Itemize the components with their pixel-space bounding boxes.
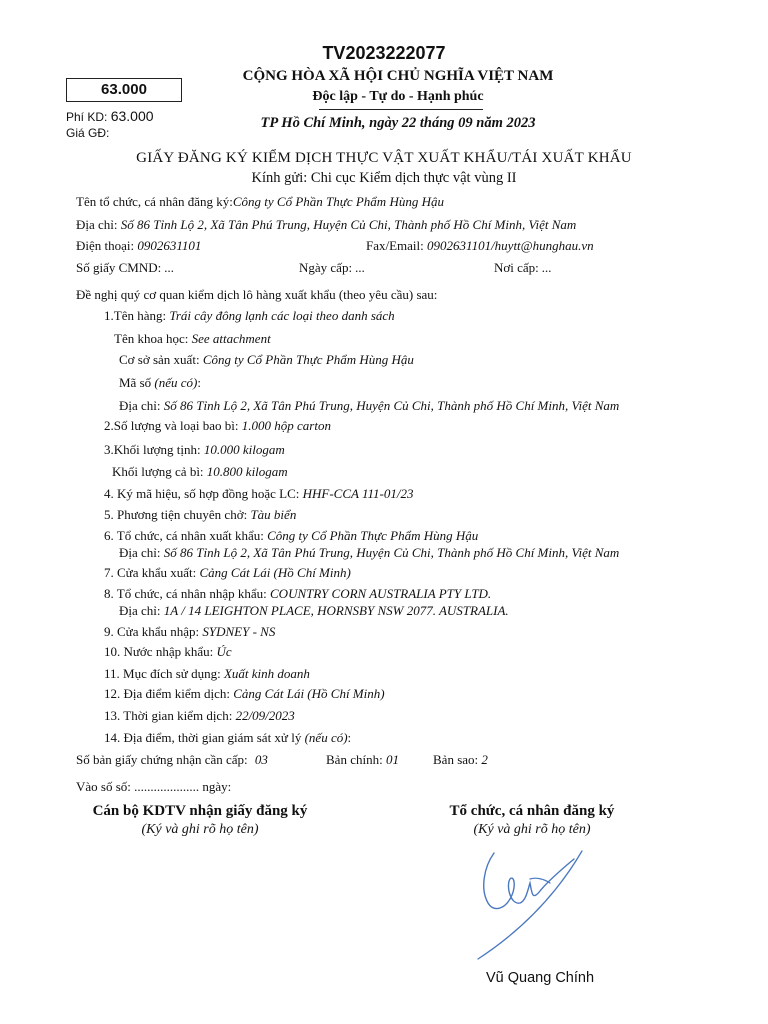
item-scientific-name xyxy=(114,331,271,347)
place-date: TP Hồ Chí Minh, ngày 22 tháng 09 năm 2023 xyxy=(260,115,536,131)
price-label: Giá GĐ: xyxy=(66,126,110,140)
goods-value: Trái cây đông lạnh các loại theo danh sách xyxy=(169,308,395,323)
inspection-place-label: 12. Địa điểm kiểm dịch: xyxy=(104,686,231,701)
fee-kd xyxy=(66,108,154,124)
id-value: ... xyxy=(164,260,175,275)
exit-port-value: Cảng Cát Lái (Hồ Chí Minh) xyxy=(199,565,351,580)
item-entry-port xyxy=(104,624,275,640)
issue-place-value: ... xyxy=(542,260,552,275)
request-line: Đề nghị quý cơ quan kiểm dịch lô hàng xuất khẩu (theo yêu cầu) sau: xyxy=(76,287,438,302)
item-goods xyxy=(104,308,395,324)
issue-place-label: Nơi cấp: xyxy=(494,260,539,275)
item-importer xyxy=(104,586,491,602)
exit-port-label: 7. Cửa khẩu xuất: xyxy=(104,565,197,580)
item-supervision xyxy=(104,730,351,746)
item-import-country xyxy=(104,644,232,660)
motto-underline xyxy=(319,109,483,110)
quantity-label: 2.Số lượng và loại bao bì: xyxy=(104,418,239,433)
inspection-time-value: 22/09/2023 xyxy=(235,708,295,723)
original-value: 01 xyxy=(385,752,399,767)
importer-value: COUNTRY CORN AUSTRALIA PTY LTD. xyxy=(270,586,492,601)
officer-subtitle: (Ký và ghi rõ họ tên) xyxy=(141,822,259,837)
item-exporter xyxy=(104,528,478,544)
purpose-value: Xuất kinh doanh xyxy=(223,666,310,681)
exporter-address-label: Địa chỉ: xyxy=(119,545,161,560)
item-transport xyxy=(104,507,296,523)
importer-label: 8. Tổ chức, cá nhân nhập khẩu: xyxy=(104,586,267,601)
item-exporter-address xyxy=(119,545,619,561)
inspection-time-label: 13. Thời gian kiểm dịch: xyxy=(104,708,233,723)
signer-name: Vũ Quang Chính xyxy=(485,970,595,986)
item-exit-port xyxy=(104,565,351,581)
code-paren: (nếu có) xyxy=(154,375,198,390)
transport-label: 5. Phương tiện chuyên chở: xyxy=(104,507,248,522)
recipient: Kính gửi: Chi cục Kiểm dịch thực vật vùng II xyxy=(251,170,517,186)
applicant-issue-place xyxy=(494,260,552,276)
sci-label: Tên khoa học: xyxy=(114,331,189,346)
original-copies xyxy=(326,752,399,768)
phone-value: 0902631101 xyxy=(137,238,202,253)
import-country-label: 10. Nước nhập khẩu: xyxy=(104,644,214,659)
exporter-address-value: Số 86 Tỉnh Lộ 2, Xã Tân Phú Trung, Huyện Củ Chi, Thành phố Hồ Chí Minh, Việt Nam xyxy=(163,545,620,560)
motto: Độc lập - Tự do - Hạnh phúc xyxy=(312,89,484,104)
copy-label: Bản sao: xyxy=(433,752,479,767)
exporter-value: Công ty Cổ Phần Thực Phẩm Hùng Hậu xyxy=(267,528,479,543)
entry-port-label: 9. Cửa khẩu nhập: xyxy=(104,624,200,639)
contract-value: HHF-CCA 111-01/23 xyxy=(302,486,414,501)
entry-book: Vào số số: .................... ngày: xyxy=(76,779,232,794)
officer-title: Cán bộ KDTV nhận giấy đăng ký xyxy=(92,803,308,819)
registrant-subtitle: (Ký và ghi rõ họ tên) xyxy=(473,822,591,837)
producer-address-value: Số 86 Tỉnh Lộ 2, Xã Tân Phú Trung, Huyện Củ Chi, Thành phố Hồ Chí Minh, Việt Nam xyxy=(163,398,620,413)
applicant-phone xyxy=(76,238,201,254)
exporter-label: 6. Tổ chức, cá nhân xuất khẩu: xyxy=(104,528,264,543)
item-producer xyxy=(119,352,414,368)
issue-date-label: Ngày cấp: xyxy=(299,260,353,275)
gross-weight-value: 10.800 kilogam xyxy=(206,464,288,479)
goods-label: 1.Tên hàng: xyxy=(104,308,167,323)
item-inspection-time xyxy=(104,708,295,724)
importer-address-value: 1A / 14 LEIGHTON PLACE, HORNSBY NSW 2077. AUSTRALIA. xyxy=(163,603,509,618)
cert-copies-value: 03 xyxy=(254,752,268,767)
producer-value: Công ty Cổ Phần Thực Phẩm Hùng Hậu xyxy=(202,352,414,367)
entry-port-value: SYDNEY - NS xyxy=(202,624,276,639)
supervision-label: 14. Địa điểm, thời gian giám sát xử lý xyxy=(104,730,302,745)
applicant-address-value: Số 86 Tỉnh Lộ 2, Xã Tân Phú Trung, Huyện Củ Chi, Thành phố Hồ Chí Minh, Việt Nam xyxy=(120,217,577,232)
importer-address-label: Địa chỉ: xyxy=(119,603,161,618)
fee-kd-label: Phí KD: xyxy=(66,110,108,124)
item-purpose xyxy=(104,666,310,682)
sci-value: See attachment xyxy=(191,331,271,346)
cert-copies-label: Số bản giấy chứng nhận cần cấp: xyxy=(76,752,248,767)
item-net-weight xyxy=(104,442,285,458)
item-quantity xyxy=(104,418,331,434)
applicant-address-label: Địa chỉ: xyxy=(76,217,118,232)
gross-weight-label: Khối lượng cả bì: xyxy=(112,464,204,479)
applicant-fax xyxy=(366,238,594,254)
fee-kd-value: 63.000 xyxy=(110,108,154,124)
transport-value: Tàu biển xyxy=(250,507,297,522)
applicant-issue-date xyxy=(299,260,365,276)
republic-heading: CỘNG HÒA XÃ HỘI CHỦ NGHĨA VIỆT NAM xyxy=(242,68,554,84)
cert-copies xyxy=(76,752,268,768)
fax-label: Fax/Email: xyxy=(366,238,424,253)
copy-value: 2 xyxy=(481,752,488,767)
phone-label: Điện thoại: xyxy=(76,238,135,253)
item-gross-weight xyxy=(112,464,288,480)
fee-box: 63.000 xyxy=(66,78,182,102)
issue-date-value: ... xyxy=(355,260,366,275)
quantity-value: 1.000 hộp carton xyxy=(241,418,331,433)
net-weight-value: 10.000 kilogam xyxy=(203,442,285,457)
net-weight-label: 3.Khối lượng tịnh: xyxy=(104,442,201,457)
fax-value: 0902631101/huytt@hunghau.vn xyxy=(427,238,594,253)
original-label: Bản chính: xyxy=(326,752,383,767)
document-title: GIẤY ĐĂNG KÝ KIỂM DỊCH THỰC VẬT XUẤT KHẨU/TÁI XUẤT KHẨU xyxy=(136,150,632,166)
applicant-name-label: Tên tổ chức, cá nhân đăng ký: xyxy=(76,194,233,209)
item-contract xyxy=(104,486,413,502)
producer-address-label: Địa chỉ: xyxy=(119,398,161,413)
item-inspection-place xyxy=(104,686,385,702)
applicant-id xyxy=(76,260,174,276)
supervision-colon: : xyxy=(347,730,352,745)
registrant-title: Tổ chức, cá nhân đăng ký xyxy=(449,803,615,819)
supervision-paren: (nếu có) xyxy=(304,730,348,745)
item-producer-address xyxy=(119,398,619,414)
item-importer-address xyxy=(119,603,509,619)
item-code xyxy=(119,375,201,391)
applicant-name-value: Công ty Cổ Phần Thực Phẩm Hùng Hậu xyxy=(232,194,444,209)
applicant-address xyxy=(76,217,576,233)
code-colon: : xyxy=(197,375,201,390)
import-country-value: Úc xyxy=(216,644,232,659)
inspection-place-value: Cảng Cát Lái (Hồ Chí Minh) xyxy=(233,686,385,701)
id-label: Số giấy CMND: xyxy=(76,260,162,275)
purpose-label: 11. Mục đích sử dụng: xyxy=(104,666,221,681)
duplicate-copies xyxy=(433,752,488,768)
signature-image xyxy=(470,845,610,965)
contract-label: 4. Ký mã hiệu, số hợp đồng hoặc LC: xyxy=(104,486,300,501)
code-label: Mã số xyxy=(119,375,152,390)
document-code: TV2023222077 xyxy=(322,43,446,63)
applicant-name xyxy=(76,194,444,210)
producer-label: Cơ sở sản xuất: xyxy=(119,352,200,367)
